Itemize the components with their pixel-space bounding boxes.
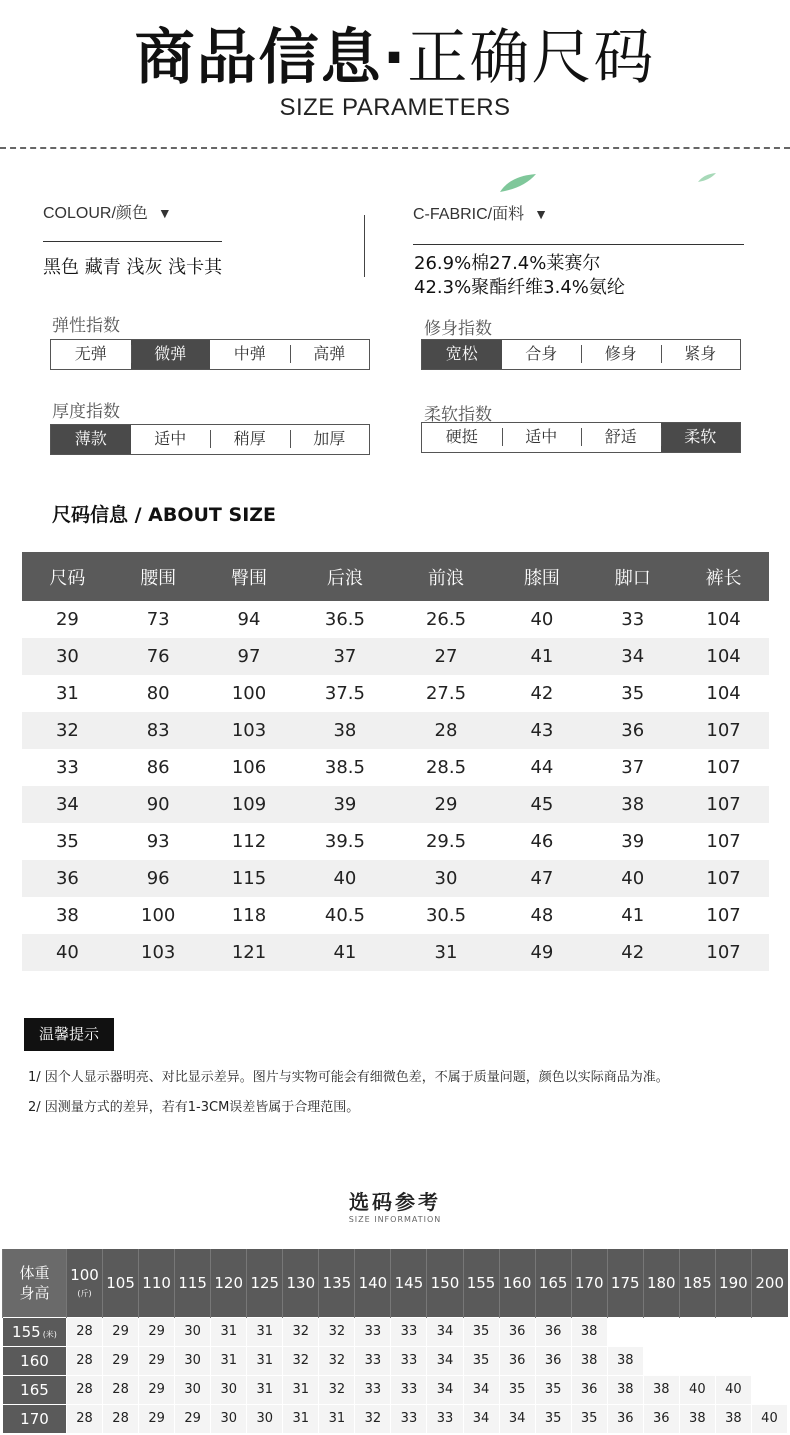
table-cell: 30 — [211, 1375, 247, 1404]
table-cell: 28 — [67, 1404, 103, 1433]
table-row — [3, 1404, 788, 1433]
weight-value: 105 — [106, 1273, 135, 1292]
table-cell: 30 — [175, 1375, 211, 1404]
table-cell: 107 — [678, 934, 769, 971]
table-cell: 104 — [678, 638, 769, 675]
table-cell: 73 — [146, 609, 170, 630]
weight-value: 190 — [719, 1273, 748, 1292]
table-cell: 34 — [427, 1375, 463, 1404]
table-cell: 76 — [113, 638, 204, 675]
weight-unit: (斤) — [77, 1289, 92, 1299]
size-section-title: 尺码信息 / ABOUT SIZE — [52, 504, 277, 526]
table-cell: 38 — [55, 905, 79, 926]
weight-value: 120 — [214, 1273, 244, 1292]
height-row-header — [3, 1317, 67, 1346]
table-cell: 90 — [113, 786, 204, 823]
thickness-scale — [50, 424, 370, 455]
weight-column-header — [535, 1249, 571, 1317]
colour-value: 黑色 藏青 浅灰 浅卡其 — [43, 257, 223, 278]
table-cell: 47 — [497, 860, 588, 897]
table-cell: 34 — [587, 638, 678, 675]
table-cell: 31 — [283, 1375, 319, 1404]
size-column-header: 尺码 — [22, 552, 113, 601]
table-cell: 28 — [67, 1317, 103, 1346]
table-cell: 40 — [530, 609, 554, 630]
weight-value: 165 — [538, 1273, 568, 1292]
table-cell: 32 — [319, 1375, 355, 1404]
table-cell: 38 — [294, 712, 395, 749]
table-cell: 42 — [530, 683, 554, 704]
table-cell: 34 — [427, 1317, 463, 1346]
table-cell: 38 — [607, 1375, 643, 1404]
table-cell: 31 — [211, 1346, 247, 1375]
table-cell: 38 — [643, 1375, 679, 1404]
table-row — [3, 1375, 788, 1404]
weight-value: 100 — [70, 1266, 99, 1285]
height-unit: (米) — [42, 1329, 57, 1339]
table-cell — [643, 1317, 679, 1346]
table-cell: 109 — [204, 786, 295, 823]
thickness-option: 加厚 — [290, 425, 370, 454]
table-cell: 41 — [621, 905, 645, 926]
table-cell: 34 — [463, 1375, 499, 1404]
fabric-heading — [413, 201, 548, 224]
corner-weight-label: 体重 — [19, 1263, 50, 1282]
table-cell: 33 — [355, 1317, 391, 1346]
table-cell: 32 — [283, 1346, 319, 1375]
fabric-line-1: 26.9%棉27.4%莱赛尔 — [414, 253, 601, 274]
height-value: 160 — [20, 1351, 49, 1370]
table-cell: 37 — [294, 638, 395, 675]
table-cell: 94 — [237, 609, 261, 630]
fit-option: 紧身 — [661, 340, 741, 369]
table-cell: 36 — [571, 1375, 607, 1404]
table-cell: 34 — [22, 786, 113, 823]
weight-value: 170 — [574, 1273, 604, 1292]
table-cell: 33 — [391, 1404, 427, 1433]
weight-column-header — [355, 1249, 391, 1317]
table-cell: 33 — [55, 757, 79, 778]
table-cell: 36 — [587, 712, 678, 749]
table-row — [22, 638, 769, 675]
softness-label: 柔软指数 — [424, 405, 492, 425]
table-cell: 37.5 — [324, 683, 365, 704]
table-cell: 40 — [22, 934, 113, 971]
table-cell: 42 — [587, 934, 678, 971]
table-cell: 32 — [283, 1317, 319, 1346]
table-row — [22, 860, 769, 897]
fit-label: 修身指数 — [424, 319, 492, 339]
table-cell: 40 — [587, 860, 678, 897]
table-cell: 38.5 — [324, 757, 365, 778]
corner-height-label: 身高 — [19, 1283, 50, 1302]
softness-option: 柔软 — [661, 423, 741, 452]
table-cell: 29 — [103, 1317, 139, 1346]
table-cell: 104 — [706, 683, 741, 704]
table-cell: 35 — [535, 1375, 571, 1404]
table-cell: 38 — [587, 786, 678, 823]
height-value: 165 — [20, 1380, 49, 1399]
size-column-header: 脚口 — [587, 552, 678, 601]
table-row — [22, 823, 769, 860]
table-cell: 28.5 — [425, 757, 467, 778]
table-cell: 36 — [499, 1346, 535, 1375]
table-row — [3, 1317, 788, 1346]
leaf-icon — [696, 172, 718, 184]
table-cell: 38 — [571, 1346, 607, 1375]
table-row — [22, 712, 769, 749]
table-row — [3, 1346, 788, 1375]
table-cell: 29 — [139, 1317, 175, 1346]
height-value: 170 — [20, 1409, 49, 1428]
table-cell: 32 — [319, 1346, 355, 1375]
table-cell: 30 — [22, 638, 113, 675]
softness-option: 硬挺 — [445, 427, 478, 446]
table-cell: 115 — [204, 860, 295, 897]
elasticity-option: 无弹 — [74, 344, 107, 363]
table-cell: 31 — [283, 1404, 319, 1433]
weight-value: 145 — [394, 1273, 424, 1292]
table-cell: 29 — [139, 1404, 175, 1433]
table-cell: 35 — [463, 1346, 499, 1375]
table-cell: 33 — [391, 1317, 427, 1346]
fit-option: 宽松 — [422, 340, 502, 369]
elasticity-label: 弹性指数 — [52, 316, 120, 336]
table-cell: 30.5 — [425, 905, 467, 926]
weight-value: 125 — [250, 1273, 280, 1292]
table-cell: 30 — [175, 1346, 211, 1375]
table-cell: 40 — [751, 1404, 787, 1433]
weight-column-header — [175, 1249, 211, 1317]
table-cell: 28 — [67, 1375, 103, 1404]
table-cell: 46 — [530, 831, 554, 852]
table-cell: 97 — [204, 638, 295, 675]
page-title-light: 正确尺码 — [407, 23, 656, 93]
table-cell: 35 — [535, 1404, 571, 1433]
thickness-option: 适中 — [154, 429, 187, 448]
weight-value: 135 — [322, 1273, 352, 1292]
table-cell: 40.5 — [324, 905, 365, 926]
weight-value: 155 — [466, 1273, 496, 1292]
table-cell: 107 — [706, 905, 741, 926]
table-cell — [679, 1346, 715, 1375]
table-cell: 29 — [139, 1346, 175, 1375]
table-cell: 107 — [706, 757, 741, 778]
height-row-header — [3, 1375, 67, 1404]
table-cell: 38 — [679, 1404, 715, 1433]
table-cell: 86 — [146, 757, 170, 778]
table-cell: 39 — [621, 831, 645, 852]
table-cell — [751, 1346, 787, 1375]
table-cell: 44 — [530, 757, 554, 778]
table-cell: 107 — [678, 786, 769, 823]
thickness-option: 薄款 — [51, 425, 131, 454]
weight-column-header — [643, 1249, 679, 1317]
fit-scale — [421, 339, 741, 370]
table-cell: 35 — [463, 1317, 499, 1346]
page-title-bold: 商品信息 — [134, 23, 383, 93]
table-cell: 107 — [706, 831, 741, 852]
weight-column-header — [679, 1249, 715, 1317]
table-cell: 103 — [204, 712, 295, 749]
table-cell: 30 — [175, 1317, 211, 1346]
table-cell: 33 — [355, 1346, 391, 1375]
triangle-down-icon: ▼ — [534, 206, 548, 222]
table-cell: 31 — [211, 1317, 247, 1346]
table-cell: 80 — [146, 683, 170, 704]
triangle-down-icon: ▼ — [157, 205, 172, 221]
table-cell: 36 — [22, 860, 113, 897]
elasticity-option: 微弹 — [131, 340, 211, 369]
table-cell: 35 — [55, 831, 79, 852]
table-cell: 36 — [607, 1404, 643, 1433]
table-cell: 29 — [103, 1346, 139, 1375]
weight-column-header — [67, 1249, 103, 1317]
table-cell — [715, 1346, 751, 1375]
table-cell: 104 — [706, 609, 741, 630]
size-column-header: 臀围 — [204, 552, 295, 601]
elasticity-option: 中弹 — [233, 344, 266, 363]
table-cell: 40 — [715, 1375, 751, 1404]
table-cell: 28 — [103, 1375, 139, 1404]
table-cell: 37 — [621, 757, 645, 778]
fit-option: 合身 — [525, 344, 558, 363]
weight-value: 115 — [178, 1273, 207, 1292]
table-row — [22, 934, 769, 971]
softness-option: 舒适 — [581, 423, 661, 452]
size-column-header: 裤长 — [678, 552, 769, 601]
weight-value: 160 — [502, 1273, 532, 1292]
corner-header — [3, 1249, 67, 1317]
table-cell: 45 — [497, 786, 588, 823]
weight-column-header — [463, 1249, 499, 1317]
vertical-divider — [364, 215, 365, 277]
table-cell: 36.5 — [324, 609, 365, 630]
table-cell: 34 — [463, 1404, 499, 1433]
thickness-label: 厚度指数 — [52, 402, 120, 422]
weight-value: 130 — [286, 1273, 316, 1292]
height-row-header — [3, 1404, 67, 1433]
fabric-underline — [413, 244, 744, 245]
table-cell: 32 — [22, 712, 113, 749]
table-cell: 112 — [231, 831, 267, 852]
page-subtitle: SIZE PARAMETERS — [279, 94, 511, 121]
table-cell — [751, 1317, 787, 1346]
height-row-header — [3, 1346, 67, 1375]
reference-title: 选码参考 — [349, 1190, 441, 1214]
table-cell: 96 — [113, 860, 204, 897]
weight-value: 140 — [358, 1273, 388, 1292]
table-cell: 31 — [247, 1346, 283, 1375]
table-cell: 48 — [530, 905, 554, 926]
weight-value: 150 — [430, 1273, 460, 1292]
table-cell: 33 — [621, 609, 645, 630]
table-cell: 27.5 — [425, 683, 467, 704]
table-cell: 29 — [395, 786, 496, 823]
weight-column-header — [211, 1249, 247, 1317]
table-cell: 30 — [395, 860, 496, 897]
table-cell: 28 — [103, 1404, 139, 1433]
table-row — [22, 897, 769, 934]
table-cell: 36 — [535, 1346, 571, 1375]
table-cell: 30 — [247, 1404, 283, 1433]
weight-column-header — [751, 1249, 787, 1317]
table-cell: 34 — [427, 1346, 463, 1375]
weight-column-header — [715, 1249, 751, 1317]
table-cell: 31 — [319, 1404, 355, 1433]
tips-badge: 温馨提示 — [24, 1018, 114, 1051]
weight-column-header — [427, 1249, 463, 1317]
table-cell: 106 — [231, 757, 267, 778]
weight-value: 175 — [610, 1273, 640, 1292]
tip-line-2: 2/ 因测量方式的差异，若有1-3CM误差皆属于合理范围。 — [28, 1100, 360, 1115]
table-row — [22, 601, 769, 638]
table-row — [22, 675, 769, 712]
table-cell: 38 — [571, 1317, 607, 1346]
elasticity-scale — [50, 339, 370, 370]
weight-column-header — [247, 1249, 283, 1317]
table-cell — [643, 1346, 679, 1375]
weight-value: 110 — [142, 1273, 171, 1292]
table-cell: 41 — [497, 638, 588, 675]
fabric-label: C-FABRIC/面料 — [413, 206, 525, 223]
table-cell: 33 — [427, 1404, 463, 1433]
table-cell: 31 — [395, 934, 496, 971]
size-column-header: 前浪 — [395, 552, 496, 601]
weight-value: 180 — [646, 1273, 676, 1292]
table-cell: 33 — [355, 1375, 391, 1404]
weight-column-header — [103, 1249, 139, 1317]
fit-option: 修身 — [581, 340, 661, 369]
page-title — [0, 10, 790, 96]
dashed-divider — [0, 147, 790, 149]
table-row — [22, 786, 769, 823]
table-cell: 31 — [247, 1375, 283, 1404]
table-cell: 33 — [391, 1346, 427, 1375]
table-cell: 43 — [497, 712, 588, 749]
weight-value: 200 — [755, 1273, 785, 1292]
weight-column-header — [283, 1249, 319, 1317]
table-cell: 38 — [607, 1346, 643, 1375]
table-cell: 32 — [355, 1404, 391, 1433]
weight-column-header — [319, 1249, 355, 1317]
table-cell: 40 — [294, 860, 395, 897]
table-cell: 100 — [141, 905, 176, 926]
table-cell: 35 — [621, 683, 645, 704]
elasticity-option: 高弹 — [290, 340, 370, 369]
table-cell: 28 — [67, 1346, 103, 1375]
table-cell: 34 — [499, 1404, 535, 1433]
table-cell — [715, 1317, 751, 1346]
table-row — [22, 749, 769, 786]
size-table — [22, 552, 769, 971]
table-cell: 29 — [175, 1404, 211, 1433]
table-cell: 39 — [294, 786, 395, 823]
size-column-header: 膝围 — [497, 552, 588, 601]
weight-column-header — [139, 1249, 175, 1317]
table-cell — [751, 1375, 787, 1404]
table-cell: 27 — [395, 638, 496, 675]
table-cell: 49 — [497, 934, 588, 971]
table-cell: 121 — [204, 934, 295, 971]
table-cell: 93 — [146, 831, 170, 852]
weight-value: 185 — [683, 1273, 712, 1292]
softness-option: 适中 — [502, 423, 582, 452]
table-cell: 32 — [319, 1317, 355, 1346]
thickness-option: 稍厚 — [210, 425, 290, 454]
table-cell — [607, 1317, 643, 1346]
table-cell — [679, 1317, 715, 1346]
table-cell: 107 — [678, 860, 769, 897]
leaf-icon — [498, 172, 538, 194]
colour-label: COLOUR/颜色 — [43, 205, 148, 222]
table-cell: 29.5 — [425, 831, 467, 852]
table-cell: 28 — [395, 712, 496, 749]
height-value: 155 — [12, 1322, 41, 1341]
table-cell: 31 — [247, 1317, 283, 1346]
table-cell: 40 — [679, 1375, 715, 1404]
table-cell: 29 — [55, 609, 79, 630]
fabric-line-2: 42.3%聚酯纤维3.4%氨纶 — [414, 277, 625, 298]
table-cell: 36 — [499, 1317, 535, 1346]
size-reference-table — [2, 1249, 788, 1434]
page-title-dot: · — [382, 23, 408, 93]
table-cell: 35 — [499, 1375, 535, 1404]
weight-column-header — [607, 1249, 643, 1317]
table-cell: 83 — [113, 712, 204, 749]
table-cell: 26.5 — [425, 609, 467, 630]
table-cell: 118 — [231, 905, 267, 926]
table-cell: 29 — [139, 1375, 175, 1404]
table-cell: 38 — [715, 1404, 751, 1433]
table-cell: 31 — [55, 683, 79, 704]
weight-column-header — [571, 1249, 607, 1317]
size-column-header: 腰围 — [113, 552, 204, 601]
table-cell: 100 — [231, 683, 267, 704]
size-column-header: 后浪 — [294, 552, 395, 601]
table-cell: 41 — [294, 934, 395, 971]
tip-line-1: 1/ 因个人显示器明亮、对比显示差异。图片与实物可能会有细微色差，不属于质量问题，颜色以实际商品为准。 — [28, 1070, 669, 1085]
table-cell: 35 — [571, 1404, 607, 1433]
reference-subtitle: SIZE INFORMATION — [348, 1215, 442, 1224]
softness-scale — [421, 422, 741, 453]
table-cell: 36 — [643, 1404, 679, 1433]
table-cell: 30 — [211, 1404, 247, 1433]
weight-column-header — [499, 1249, 535, 1317]
table-cell: 103 — [113, 934, 204, 971]
table-cell: 39.5 — [324, 831, 365, 852]
table-cell: 107 — [678, 712, 769, 749]
colour-underline — [43, 241, 222, 242]
colour-heading — [43, 200, 172, 223]
table-cell: 36 — [535, 1317, 571, 1346]
table-cell: 33 — [391, 1375, 427, 1404]
weight-column-header — [391, 1249, 427, 1317]
